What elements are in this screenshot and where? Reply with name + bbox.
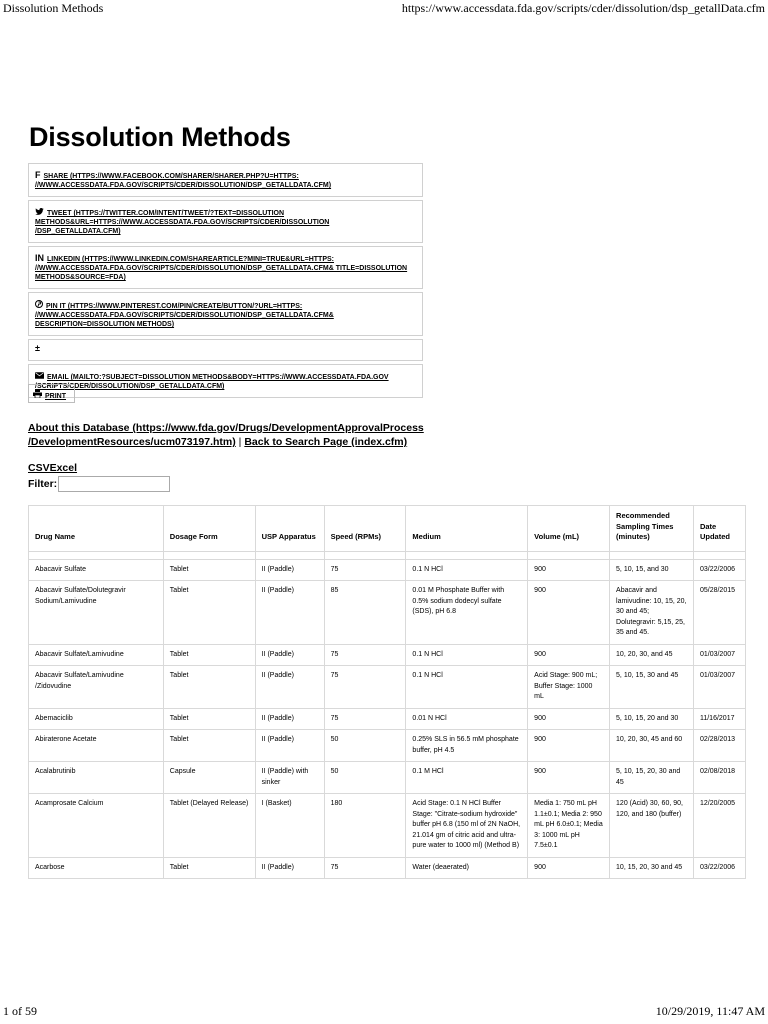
cell-drug-name: Abacavir Sulfate: [29, 559, 164, 581]
cell-usp-apparatus: II (Paddle): [255, 857, 324, 879]
share-linkedin[interactable]: [28, 246, 423, 289]
share-twitter-link[interactable]: TWEET (HTTPS://TWITTER.COM/INTENT/TWEET/?TEXT=DISSOLUTION METHODS&URL=HTTPS://WWW.ACCESSDATA.FDA.GOV/SCRIPTS/CDER/DISSOLUTION /DSP_GETALLDATA.CFM): [35, 210, 330, 235]
header-sampling-times[interactable]: Recommended Sampling Times (minutes): [610, 506, 694, 552]
cell-speed: 75: [324, 708, 406, 730]
facebook-icon: F: [35, 170, 41, 180]
cell-usp-apparatus: II (Paddle): [255, 559, 324, 581]
table-header-row: [29, 506, 746, 552]
back-to-search-link[interactable]: Back to Search Page (index.cfm): [244, 436, 408, 448]
cell-usp-apparatus: II (Paddle): [255, 581, 324, 645]
share-pinterest[interactable]: [28, 292, 423, 336]
cell-speed: 180: [324, 794, 406, 858]
spacer-cell: [406, 551, 528, 559]
cell-medium: 0.1 M HCl: [406, 762, 528, 794]
cell-drug-name: Abacavir Sulfate/Dolutegravir Sodium/Lamivudine: [29, 581, 164, 645]
cell-medium: Acid Stage: 0.1 N HCl Buffer Stage: "Citrate-sodium hydroxide" buffer pH 6.8 (150 ml of 2N NaOH, 21.014 gm of citric acid and ultra-pure water to 1000 ml) (Method B): [406, 794, 528, 858]
plus-minus-icon: ±: [35, 343, 40, 353]
cell-speed: 75: [324, 559, 406, 581]
cell-volume: 900: [528, 762, 610, 794]
spacer-cell: [693, 551, 745, 559]
print-button[interactable]: [28, 384, 75, 403]
spacer-cell: [255, 551, 324, 559]
cell-dosage-form: Tablet: [163, 708, 255, 730]
cell-date-updated: 03/22/2006: [693, 857, 745, 879]
table-row: [29, 644, 746, 666]
cell-usp-apparatus: II (Paddle) with sinker: [255, 762, 324, 794]
share-more-toggle[interactable]: [28, 339, 423, 361]
cell-volume: 900: [528, 730, 610, 762]
header-volume[interactable]: Volume (mL): [528, 506, 610, 552]
cell-dosage-form: Tablet: [163, 581, 255, 645]
spacer-cell: [163, 551, 255, 559]
print-footer-datetime: 10/29/2019, 11:47 AM: [655, 1004, 765, 1018]
cell-drug-name: Abacavir Sulfate/Lamivudine /Zidovudine: [29, 666, 164, 709]
cell-speed: 85: [324, 581, 406, 645]
cell-usp-apparatus: I (Basket): [255, 794, 324, 858]
cell-dosage-form: Tablet: [163, 730, 255, 762]
table-row: [29, 708, 746, 730]
cell-dosage-form: Tablet: [163, 666, 255, 709]
cell-drug-name: Abemaciclib: [29, 708, 164, 730]
cell-volume: Acid Stage: 900 mL; Buffer Stage: 1000 mL: [528, 666, 610, 709]
pinterest-icon: [35, 300, 43, 310]
spacer-cell: [29, 551, 164, 559]
cell-usp-apparatus: II (Paddle): [255, 708, 324, 730]
share-email-link[interactable]: EMAIL (MAILTO:?SUBJECT=DISSOLUTION METHODS&BODY=HTTPS://WWW.ACCESSDATA.FDA.GOV /SCRIPTS/CDER/DISSOLUTION/DSP_GETALLDATA.CFM): [35, 374, 389, 390]
twitter-icon: [35, 208, 44, 217]
table-row: [29, 794, 746, 858]
header-date-updated[interactable]: Date Updated: [693, 506, 745, 552]
cell-medium: 0.1 N HCl: [406, 559, 528, 581]
cell-usp-apparatus: II (Paddle): [255, 644, 324, 666]
header-usp-apparatus[interactable]: USP Apparatus: [255, 506, 324, 552]
cell-medium: Water (deaerated): [406, 857, 528, 879]
share-facebook-link[interactable]: SHARE (HTTPS://WWW.FACEBOOK.COM/SHARER/SHARER.PHP?U=HTTPS: //WWW.ACCESSDATA.FDA.GOV/SCRIPTS/CDER/DISSOLUTION/DSP_GETALLDATA.CFM): [35, 173, 332, 189]
cell-sampling-times: 5, 10, 15, 20 and 30: [610, 708, 694, 730]
spacer-cell: [528, 551, 610, 559]
cell-sampling-times: 10, 15, 20, 30 and 45: [610, 857, 694, 879]
about-links: [28, 421, 428, 449]
filter-row: [28, 476, 170, 492]
cell-usp-apparatus: II (Paddle): [255, 666, 324, 709]
print-header: [3, 1, 765, 17]
cell-sampling-times: Abacavir and lamivudine: 10, 15, 20, 30 and 45; Dolutegravir: 5,15, 25, 35 and 45.: [610, 581, 694, 645]
cell-dosage-form: Tablet: [163, 559, 255, 581]
cell-speed: 75: [324, 857, 406, 879]
table-row: [29, 559, 746, 581]
cell-sampling-times: 5, 10, 15, 20, 30 and 45: [610, 762, 694, 794]
print-header-title: Dissolution Methods: [3, 1, 104, 15]
cell-date-updated: 01/03/2007: [693, 644, 745, 666]
table-spacer-row: [29, 551, 746, 559]
share-linkedin-link[interactable]: LINKEDIN (HTTPS://WWW.LINKEDIN.COM/SHAREARTICLE?MINI=TRUE&URL=HTTPS: //WWW.ACCESSDATA.FDA.GOV/SCRIPTS/CDER/DISSOLUTION/DSP_GETALLDATA.CFM& TITLE=DISSOLUTION METHODS&SOURCE=FDA): [35, 256, 408, 281]
header-speed[interactable]: Speed (RPMs): [324, 506, 406, 552]
print-button-label: PRINT: [45, 393, 66, 400]
cell-date-updated: 01/03/2007: [693, 666, 745, 709]
cell-medium: 0.1 N HCl: [406, 666, 528, 709]
envelope-icon: [35, 372, 44, 381]
table-row: [29, 730, 746, 762]
table-row: [29, 581, 746, 645]
cell-date-updated: 11/16/2017: [693, 708, 745, 730]
cell-drug-name: Abacavir Sulfate/Lamivudine: [29, 644, 164, 666]
cell-sampling-times: 5, 10, 15, and 30: [610, 559, 694, 581]
csv-excel-link[interactable]: CSVExcel: [28, 462, 78, 474]
cell-dosage-form: Tablet: [163, 644, 255, 666]
cell-medium: 0.01 M Phosphate Buffer with 0.5% sodium dodecyl sulfate (SDS), pH 6.8: [406, 581, 528, 645]
cell-volume: 900: [528, 581, 610, 645]
cell-date-updated: 05/28/2015: [693, 581, 745, 645]
cell-date-updated: 02/08/2018: [693, 762, 745, 794]
cell-usp-apparatus: II (Paddle): [255, 730, 324, 762]
header-medium[interactable]: Medium: [406, 506, 528, 552]
share-email[interactable]: [28, 364, 423, 398]
cell-medium: 0.1 N HCl: [406, 644, 528, 666]
header-dosage-form[interactable]: Dosage Form: [163, 506, 255, 552]
cell-sampling-times: 10, 20, 30, and 45: [610, 644, 694, 666]
print-header-url: https://www.accessdata.fda.gov/scripts/cder/dissolution/dsp_getallData.cfm: [401, 1, 765, 15]
share-facebook[interactable]: [28, 163, 423, 197]
cell-sampling-times: 10, 20, 30, 45 and 60: [610, 730, 694, 762]
dissolution-table: [28, 505, 746, 879]
cell-sampling-times: 120 (Acid) 30, 60, 90, 120, and 180 (buffer): [610, 794, 694, 858]
print-footer-page: 1 of 59: [3, 1004, 37, 1018]
about-database-link[interactable]: About this Database (https://www.fda.gov/Drugs/DevelopmentApprovalProcess /DevelopmentResources/ucm073197.htm): [28, 422, 424, 448]
linkedin-icon: IN: [35, 253, 44, 263]
cell-dosage-form: Tablet (Delayed Release): [163, 794, 255, 858]
link-separator: |: [238, 436, 242, 448]
cell-drug-name: Abiraterone Acetate: [29, 730, 164, 762]
cell-dosage-form: Tablet: [163, 857, 255, 879]
cell-volume: 900: [528, 857, 610, 879]
spacer-cell: [610, 551, 694, 559]
printer-icon: [33, 390, 42, 400]
spacer-cell: [324, 551, 406, 559]
cell-speed: 75: [324, 666, 406, 709]
cell-volume: 900: [528, 559, 610, 581]
cell-speed: 50: [324, 762, 406, 794]
cell-medium: 0.01 N HCl: [406, 708, 528, 730]
cell-date-updated: 12/20/2005: [693, 794, 745, 858]
filter-label: Filter:: [28, 478, 58, 490]
share-pinterest-link[interactable]: PIN IT (HTTPS://WWW.PINTEREST.COM/PIN/CREATE/BUTTON/?URL=HTTPS: //WWW.ACCESSDATA.FDA.GOV/SCRIPTS/CDER/DISSOLUTION/DSP_GETALLDATA.CFM& DESCRIPTION=DISSOLUTION METHODS): [35, 303, 334, 328]
share-list: [28, 163, 423, 401]
table-row: [29, 762, 746, 794]
cell-medium: 0.25% SLS in 56.5 mM phosphate buffer, pH 4.5: [406, 730, 528, 762]
cell-speed: 75: [324, 644, 406, 666]
table-body: [29, 551, 746, 879]
filter-input[interactable]: [58, 476, 170, 492]
cell-date-updated: 03/22/2006: [693, 559, 745, 581]
cell-dosage-form: Capsule: [163, 762, 255, 794]
cell-sampling-times: 5, 10, 15, 30 and 45: [610, 666, 694, 709]
cell-date-updated: 02/28/2013: [693, 730, 745, 762]
cell-drug-name: Acarbose: [29, 857, 164, 879]
header-drug-name[interactable]: Drug Name: [29, 506, 164, 552]
cell-volume: 900: [528, 644, 610, 666]
table-row: [29, 666, 746, 709]
share-twitter[interactable]: [28, 200, 423, 243]
table-row: [29, 857, 746, 879]
cell-volume: Media 1: 750 mL pH 1.1±0.1; Media 2: 950 mL pH 6.0±0.1; Media 3: 1000 mL pH 7.5±0.1: [528, 794, 610, 858]
cell-drug-name: Acalabrutinib: [29, 762, 164, 794]
cell-drug-name: Acamprosate Calcium: [29, 794, 164, 858]
print-footer: [3, 1004, 765, 1020]
cell-volume: 900: [528, 708, 610, 730]
cell-speed: 50: [324, 730, 406, 762]
page-title: Dissolution Methods: [29, 122, 291, 152]
